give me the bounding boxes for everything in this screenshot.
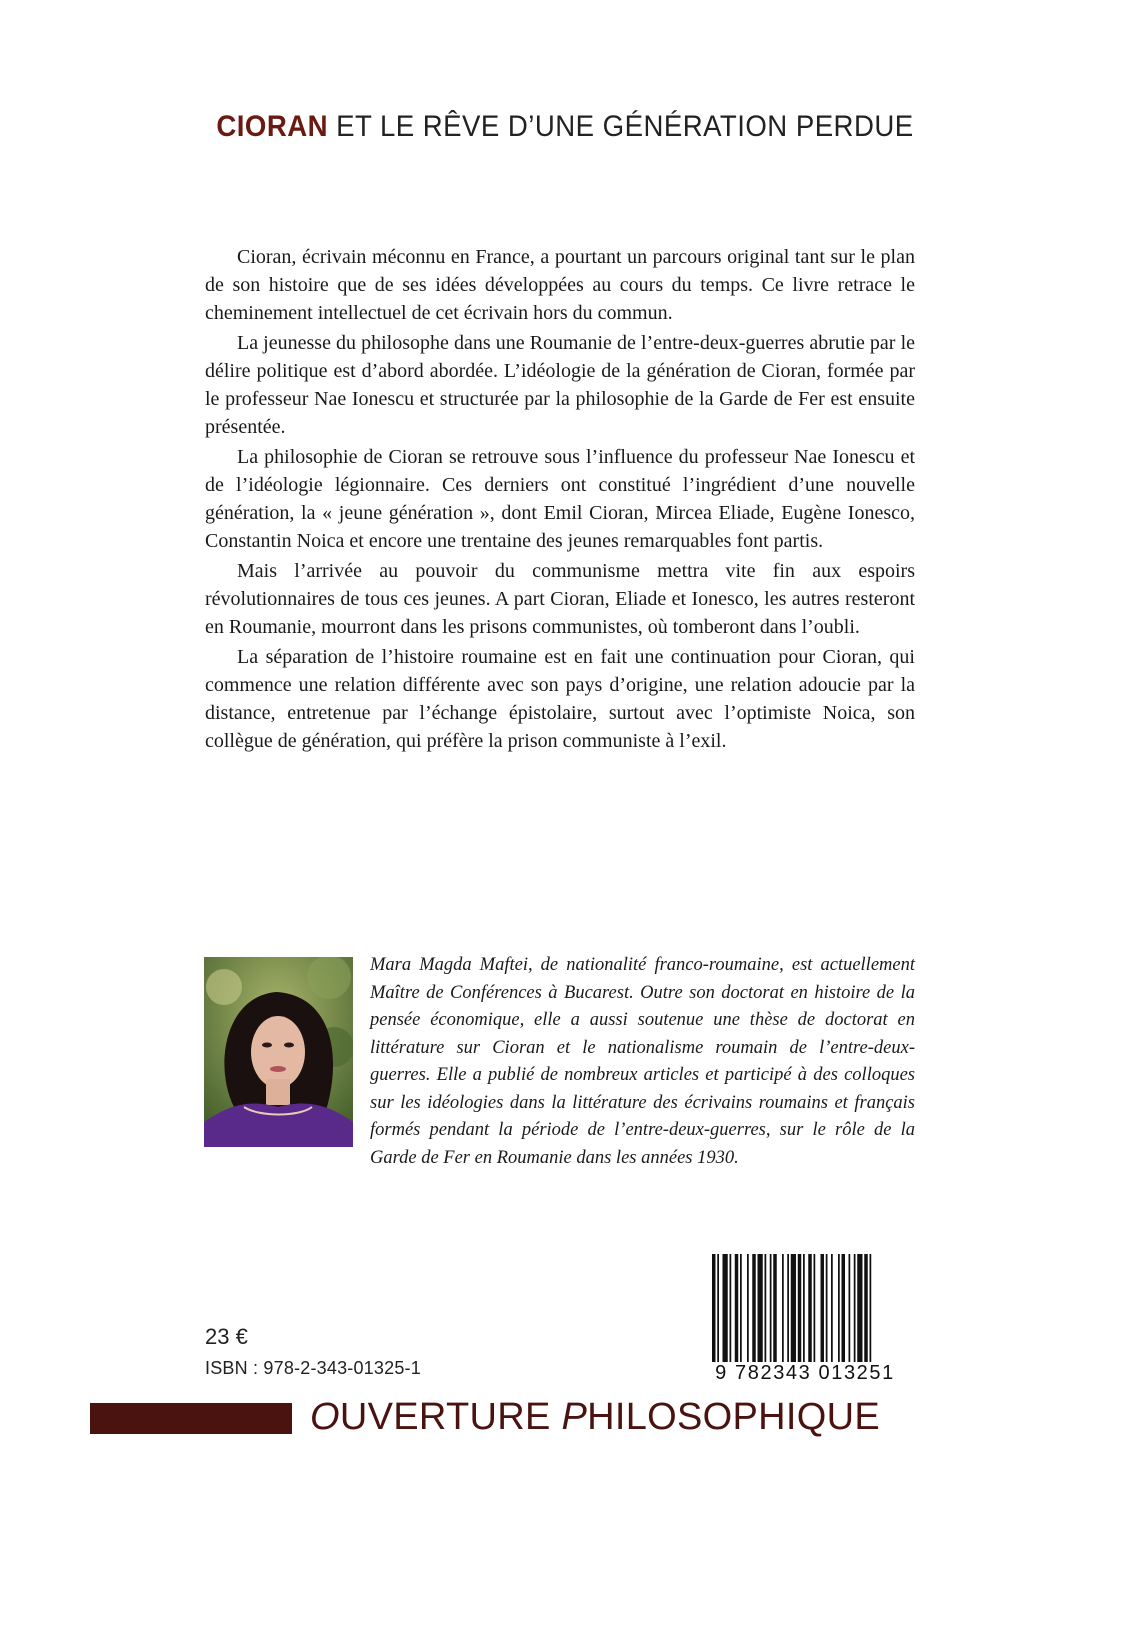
barcode-bar <box>747 1254 749 1362</box>
book-title <box>45 110 1085 144</box>
barcode-bar <box>814 1254 816 1362</box>
barcode-bar <box>838 1254 840 1362</box>
barcode-bar <box>854 1254 856 1362</box>
collection-initial-o: O <box>310 1396 340 1438</box>
barcode-bar <box>740 1254 742 1362</box>
barcode-bar <box>791 1254 796 1362</box>
barcode-bar <box>803 1254 805 1362</box>
barcode-bar <box>712 1254 716 1362</box>
barcode-bar <box>782 1254 784 1362</box>
barcode-bar <box>717 1254 719 1362</box>
collection-word-1: UVERTURE <box>339 1396 562 1438</box>
isbn: ISBN : 978-2-343-01325-1 <box>205 1358 421 1378</box>
barcode-bar <box>765 1254 767 1362</box>
barcode-bar <box>808 1254 812 1362</box>
barcode-bar <box>842 1254 846 1362</box>
blurb-paragraph-3: La philosophie de Cioran se retrouve sous l’influence du professeur Nae Ionescu et de l’idéologie légionnaire. Ces derniers ont constitué l’ingrédient d’une nouvelle génération, la « jeune génération », dont Emil Cioran, Mircea Eliade, Eugène Ionesco, Constantin Noica et encore une trentaine des jeunes remarquables font partis. <box>205 446 915 552</box>
barcode-bar <box>730 1254 732 1362</box>
author-biography: Mara Magda Maftei, de nationalité franco-roumaine, est actuellement Maître de Conférences à Bucarest. Outre son doctorat en histoire de la pensée économique, elle a aussi soutenue une thèse de doctorat en littérature sur Cioran et le nationalisme roumain de l’entre-deux-guerres. Elle a publié de nombreux articles et participé à des colloques sur les idéologies dans la littérature des écrivains roumains et français formés pendant la période de l’entre-deux-guerres, sur le rôle de la Garde de Fer en Roumanie dans les années 1930. <box>370 955 915 1168</box>
barcode-icon <box>710 1254 915 1362</box>
title-subtitle: ET LE RÊVE D’UNE GÉNÉRATION PERDUE <box>328 110 914 143</box>
barcode-bar <box>723 1254 728 1362</box>
barcode-bar <box>826 1254 828 1362</box>
back-cover-blurb <box>205 243 915 757</box>
barcode-bar <box>870 1254 872 1362</box>
barcode-bar <box>864 1254 868 1362</box>
author-portrait-icon <box>204 957 353 1147</box>
barcode-bar <box>821 1254 825 1362</box>
collection-band <box>90 1403 292 1434</box>
blurb-paragraph-5: La séparation de l’histoire roumaine est en fait une continuation pour Cioran, qui commence une relation différente avec son pays d’origine, une relation adoucie par la distance, entretenue par l’échange épistolaire, surtout avec l’optimiste Noica, son collègue de génération, qui préfère la prison communiste à l’exil. <box>205 646 915 752</box>
barcode-bar <box>773 1254 777 1362</box>
barcode-bar <box>849 1254 851 1362</box>
barcode-bar <box>752 1254 756 1362</box>
barcode-number: 9 782343 013251 <box>715 1362 895 1384</box>
barcode-bar <box>787 1254 789 1362</box>
collection-word-2: HILOSOPHIQUE <box>587 1396 880 1438</box>
title-author-name: CIORAN <box>216 110 329 143</box>
blurb-paragraph-2: La jeunesse du philosophe dans une Roumanie de l’entre-deux-guerres abrutie par le délire politique est d’abord abordée. L’idéologie de la génération de Cioran, formée par le professeur Nae Ionescu et structurée par la philosophie de la Garde de Fer est ensuite présentée. <box>205 332 915 438</box>
barcode-bar <box>857 1254 862 1362</box>
collection-initial-p: P <box>561 1396 588 1438</box>
barcode-bar <box>735 1254 739 1362</box>
blurb-paragraph-1: Cioran, écrivain méconnu en France, a pourtant un parcours original tant sur le plan de son histoire que de ses idées développées au cours du temps. Ce livre retrace le cheminement intellectuel de cet écrivain hors du commun. <box>205 246 915 324</box>
collection-name <box>310 1396 880 1439</box>
price: 23 € <box>205 1324 248 1349</box>
barcode-bar <box>798 1254 802 1362</box>
blurb-paragraph-4: Mais l’arrivée au pouvoir du communisme mettra vite fin aux espoirs révolutionnaires de tous ces jeunes. A part Cioran, Eliade et Ionesco, les autres resteront en Roumanie, mourront dans les prisons communistes, où tomberont dans l’oubli. <box>205 560 915 638</box>
barcode-bar <box>758 1254 763 1362</box>
barcode-bar <box>770 1254 772 1362</box>
barcode-bar <box>831 1254 833 1362</box>
